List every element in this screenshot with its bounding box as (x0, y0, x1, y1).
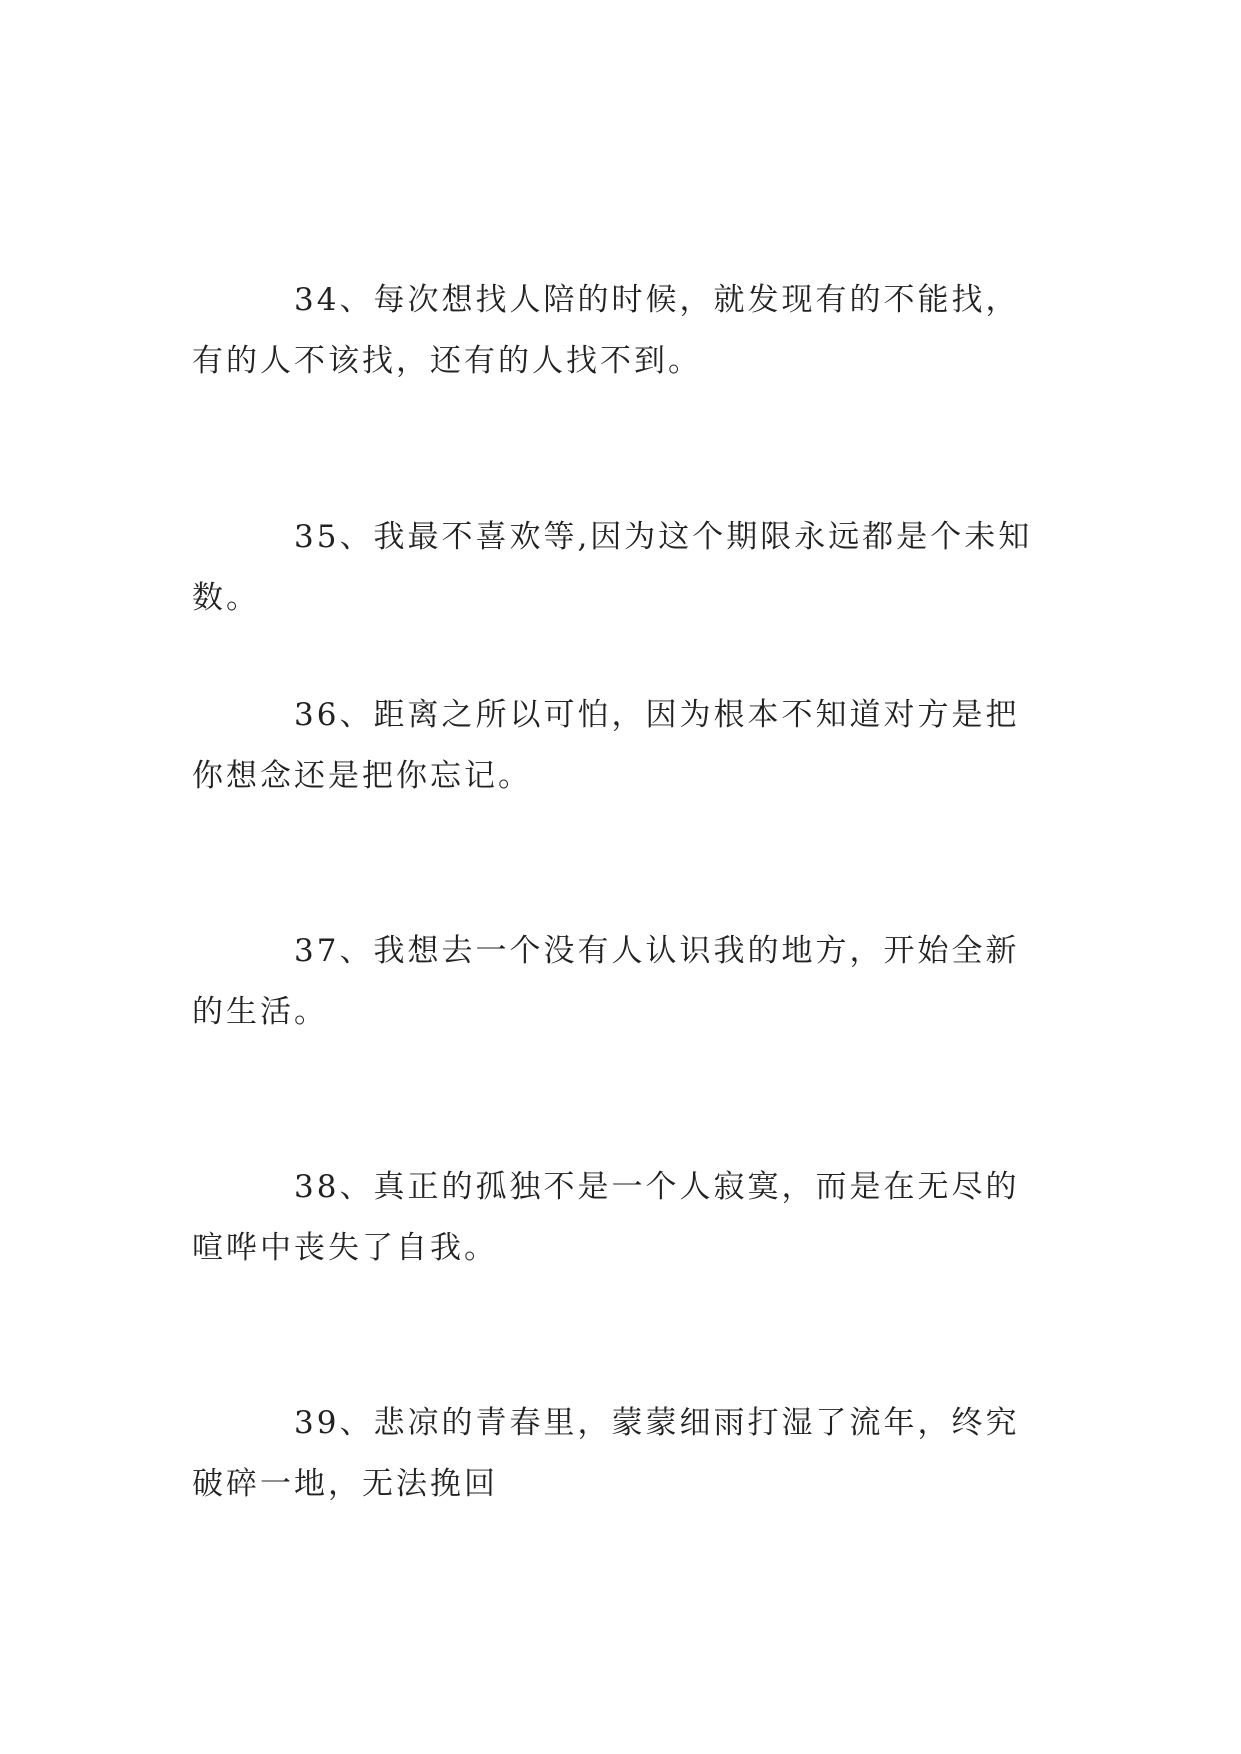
paragraph-38: 38、真正的孤独不是一个人寂寞，而是在无尽的喧哗中丧失了自我。 (192, 1169, 1020, 1266)
paragraph-39: 39、悲凉的青春里，蒙蒙细雨打湿了流年，终究破碎一地，无法挽回 (192, 1405, 1020, 1502)
paragraph-35: 35、我最不喜欢等,因为这个期限永远都是个未知数。 (192, 519, 1033, 616)
paragraph-34: 34、每次想找人陪的时候，就发现有的不能找，有的人不该找，还有的人找不到。 (192, 282, 1020, 379)
paragraph-36: 36、距离之所以可怕，因为根本不知道对方是把你想念还是把你忘记。 (192, 697, 1020, 794)
paragraph-37: 37、我想去一个没有人认识我的地方，开始全新的生活。 (192, 933, 1020, 1030)
